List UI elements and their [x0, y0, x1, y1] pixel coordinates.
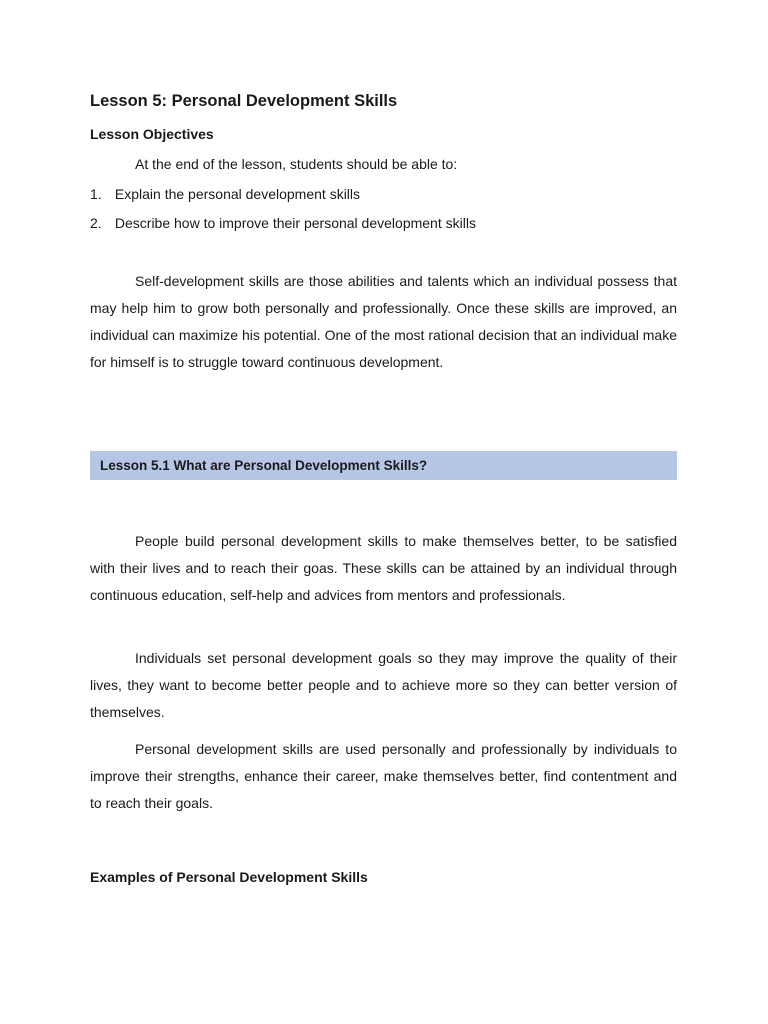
objective-text: Describe how to improve their personal development skills	[114, 215, 476, 231]
section-heading-bar: Lesson 5.1 What are Personal Development Skills?	[90, 451, 677, 480]
objective-item-1	[90, 186, 360, 202]
examples-heading: Examples of Personal Development Skills	[90, 869, 368, 885]
section-paragraph-1: People build personal development skills to make themselves better, to be satisfied with their lives and to reach their goas. These skills can be attained by an individual through continuous education, self-help and advices from mentors and professionals.	[90, 533, 677, 603]
intro-paragraph: Self-development skills are those abilities and talents which an individual possess that may help him to grow both personally and professionally. Once these skills are improved, an individual can maximize his potential. One of the most rational decision that an individual make for himself is to struggle toward continuous development.	[90, 273, 677, 370]
objectives-heading: Lesson Objectives	[90, 126, 214, 142]
objective-number: 1.	[90, 186, 102, 202]
section-paragraph-3: Personal development skills are used personally and professionally by individuals to improve their strengths, enhance their career, make themselves better, find contentment and to reach their goals.	[90, 741, 677, 811]
section-paragraph-2: Individuals set personal development goals so they may improve the quality of their lives, they want to become better people and to achieve more so they can better version of themselves.	[90, 650, 677, 720]
objective-number: 2.	[90, 215, 102, 231]
objective-text: Explain the personal development skills	[114, 186, 361, 202]
lesson-title: Lesson 5: Personal Development Skills	[90, 92, 398, 110]
objective-item-2	[90, 215, 476, 231]
objectives-intro: At the end of the lesson, students should be able to:	[135, 156, 458, 172]
